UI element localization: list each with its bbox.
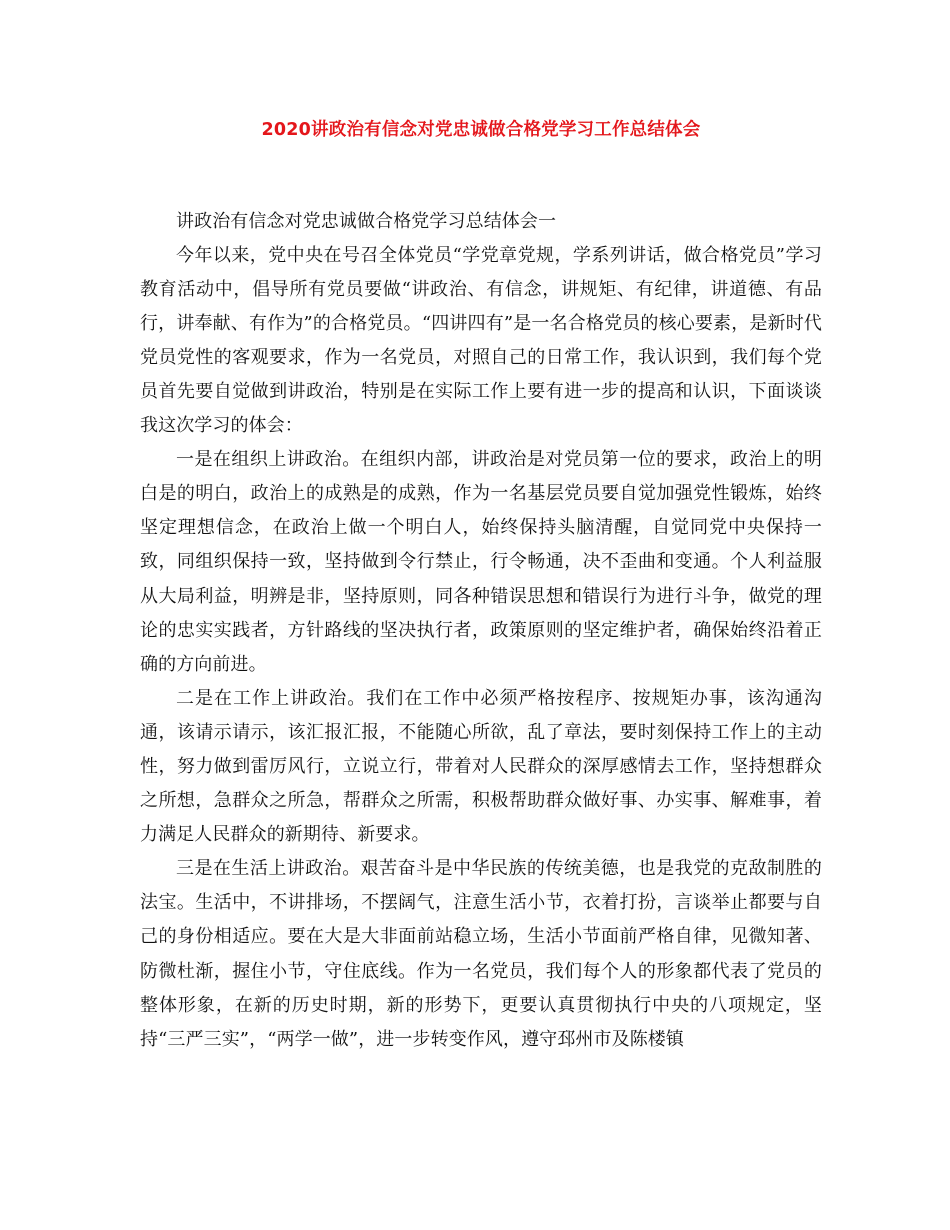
paragraph-intro: 今年以来，党中央在号召全体党员“学党章党规，学系列讲话，做合格党员”学习教育活动中，倡导所有党员要做“讲政治、有信念，讲规矩、有纪律，讲道德、有品行，讲奉献、有作为”的合格党员。“四讲四有”是一名合格党员的核心要素，是新时代党员党性的客观要求，作为一名党员，对照自己的日常工作，我认识到，我们每个党员首先要自觉做到讲政治，特别是在实际工作上要有进一步的提高和认识，下面谈谈我这次学习的体会： [140, 244, 822, 437]
document-body [140, 205, 822, 1057]
document-title: 2020讲政治有信念对党忠诚做合格党学习工作总结体会 [261, 120, 701, 140]
paragraph-work: 二是在工作上讲政治。我们在工作中必须严格按程序、按规矩办事，该沟通沟通，该请示请示，该汇报汇报，不能随心所欲，乱了章法，要时刻保持工作上的主动性，努力做到雷厉风行，立说立行，带着对人民群众的深厚感情去工作，坚持想群众之所想，急群众之所急，帮群众之所需，积极帮助群众做好事、办实事、解难事，着力满足人民群众的新期待、新要求。 [140, 687, 822, 846]
paragraph-organization: 一是在组织上讲政治。在组织内部，讲政治是对党员第一位的要求，政治上的明白是的明白，政治上的成熟是的成熟，作为一名基层党员要自觉加强党性锻炼，始终坚定理想信念，在政治上做一个明白人，始终保持头脑清醒，自觉同党中央保持一致，同组织保持一致，坚持做到令行禁止，行令畅通，决不歪曲和变通。个人利益服从大局利益，明辨是非，坚持原则，同各种错误思想和错误行为进行斗争，做党的理论的忠实实践者，方针路线的坚决执行者，政策原则的坚定维护者，确保始终沿着正确的方向前进。 [140, 449, 822, 675]
section-heading: 讲政治有信念对党忠诚做合格党学习总结体会一 [176, 210, 557, 232]
paragraph-life: 三是在生活上讲政治。艰苦奋斗是中华民族的传统美德，也是我党的克敌制胜的法宝。生活中，不讲排场，不摆阔气，注意生活小节，衣着打扮，言谈举止都要与自己的身份相适应。要在大是大非面前站稳立场，生活小节面前严格自律，见微知著、防微杜渐，握住小节，守住底线。作为一名党员，我们每个人的形象都代表了党员的整体形象，在新的历史时期，新的形势下，更要认真贯彻执行中央的八项规定，坚持“三严三实”，“两学一做”，进一步转变作风，遵守邳州市及陈楼镇 [140, 858, 822, 1050]
